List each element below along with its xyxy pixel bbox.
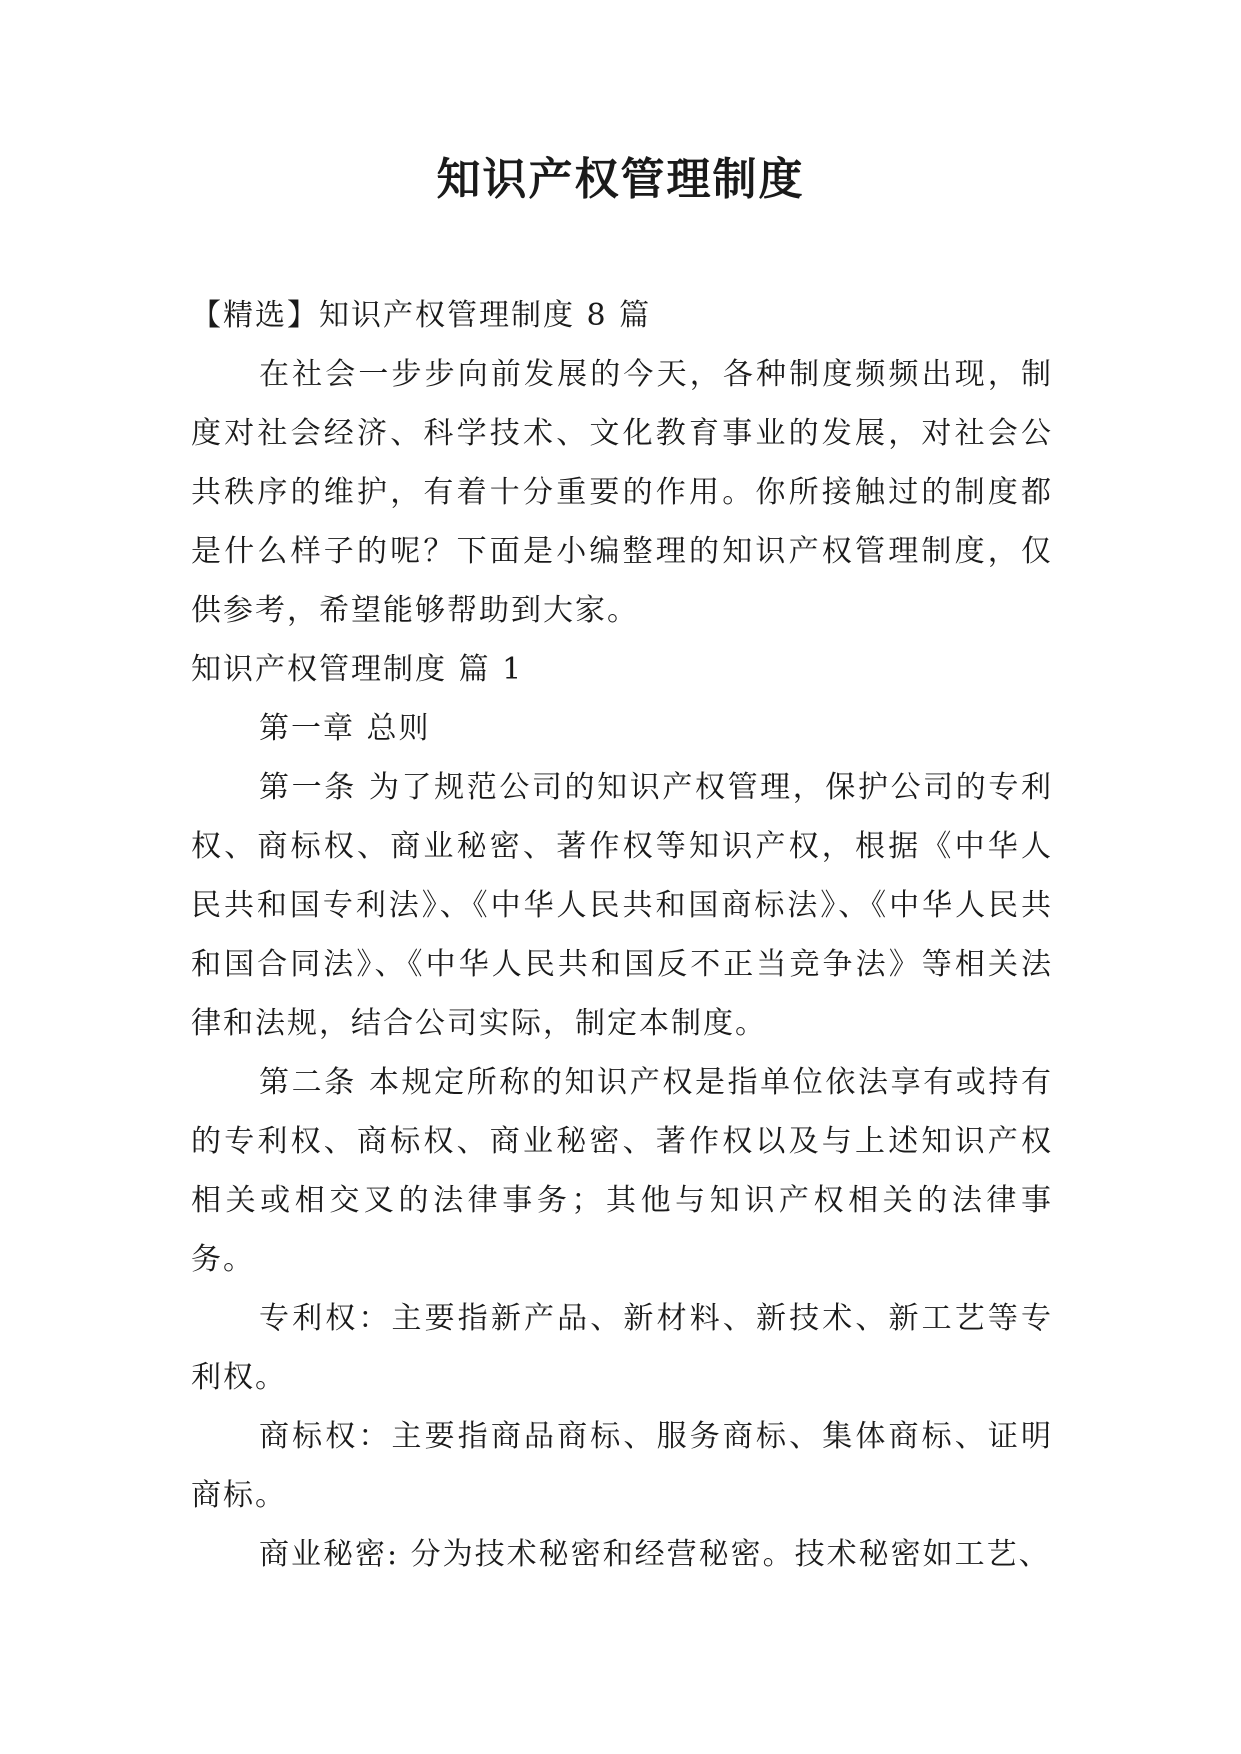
trade-secret-definition: 商业秘密: 分为技术秘密和经营秘密。技术秘密如工艺、 — [259, 1537, 1051, 1572]
document-body — [191, 286, 1053, 1584]
intro-label: 【精选】知识产权管理制度 8 篇 — [191, 298, 652, 333]
patent-definition: 专利权：主要指新产品、新材料、新技术、新工艺等专利权。 — [191, 1301, 1053, 1395]
article-2: 第二条 本规定所称的知识产权是指单位依法享有或持有的专利权、商标权、商业秘密、著作权以及与上述知识产权相关或相交叉的法律事务；其他与知识产权相关的法律事务。 — [191, 1065, 1053, 1277]
trademark-definition: 商标权：主要指商品商标、服务商标、集体商标、证明商标。 — [191, 1419, 1053, 1513]
section-heading: 知识产权管理制度 篇 1 — [191, 652, 524, 687]
article-1: 第一条 为了规范公司的知识产权管理，保护公司的专利权、商标权、商业秘密、著作权等知识产权，根据《中华人民共和国专利法》、《中华人民共和国商标法》、《中华人民共和国合同法》、《中华人民共和国反不正当竞争法》等相关法律和法规，结合公司实际，制定本制度。 — [191, 770, 1053, 1041]
chapter-heading: 第一章 总则 — [259, 711, 431, 746]
intro-paragraph: 在社会一步步向前发展的今天，各种制度频频出现，制度对社会经济、科学技术、文化教育事业的发展，对社会公共秩序的维护，有着十分重要的作用。你所接触过的制度都是什么样子的呢？下面是小编整理的知识产权管理制度，仅供参考，希望能够帮助到大家。 — [191, 357, 1053, 628]
document-title: 知识产权管理制度 — [436, 154, 805, 205]
